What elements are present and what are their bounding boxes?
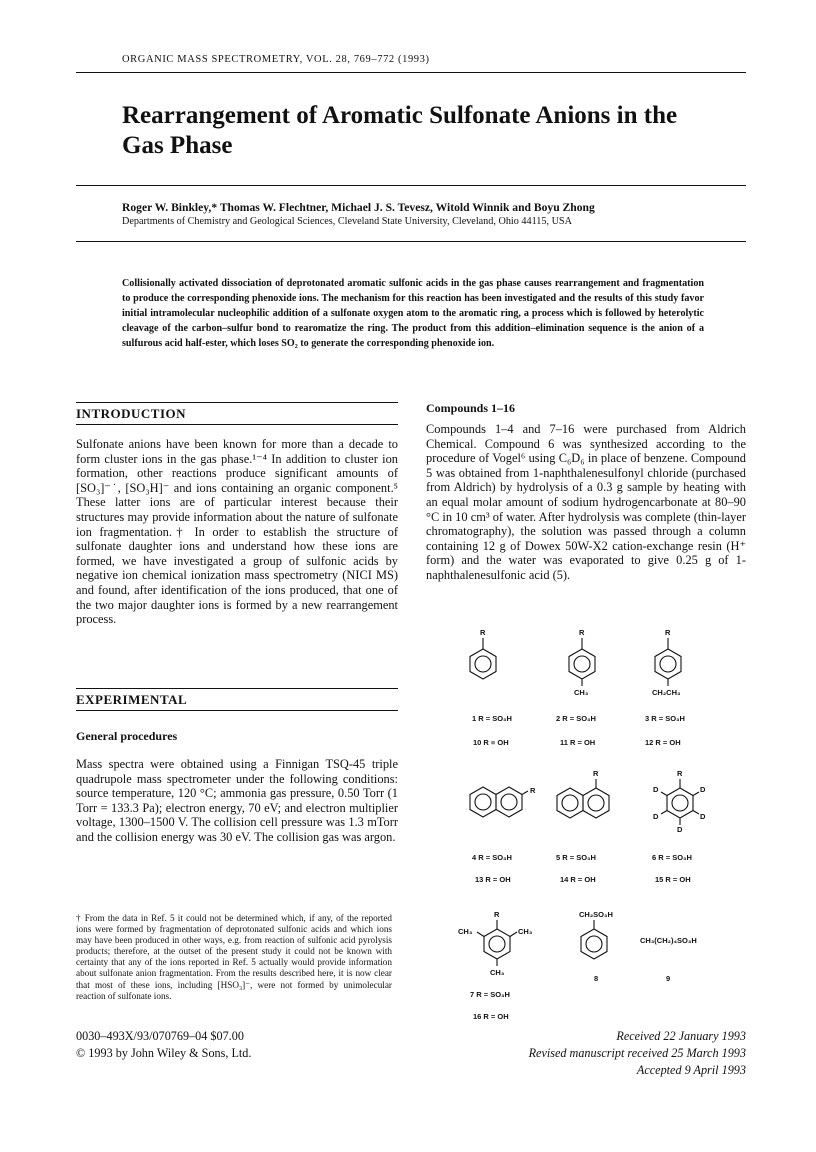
intro-bottom-rule (76, 424, 398, 425)
chemical-structures (426, 622, 746, 1012)
s7-left-methyl: CH₃ (458, 927, 473, 936)
footnote: † From the data in Ref. 5 it could not be determined which, if any, of the reported ions were formed by fragmentation of deprotonated sulfonic acids and which ions may have been produced in other ways, e.g. from reaction of sulfonic acid pyrolysis products; therefore, at the outset of the present study it could not be known with certainty that any of the ions reported in Ref. 5 actually would provide information about sulfonate anion fragmentation. From the results described here, it is now clear that most of these ions, including [HSO₃]⁻, were not formed by unimolecular reaction of sulfonate ions. (76, 913, 392, 1001)
compounds-text: Compounds 1–4 and 7–16 were purchased from Aldrich Chemical. Compound 6 was synthesized according to the procedure of Vogel⁶ using C₆D₆ in place of benzene. Compound 5 was obtained from 1-naphthalenesulfonyl chloride (purchased from Aldrich) by hydrolysis of a 0.3 g sample by heating with an equal molar amount of sodium hydrogencarbonate at 80–90 °C in 10 cm³ of water. After hydrolysis was complete (thin-layer chromatography), the solution was passed through a column containing 12 g of Dowex 50W-X2 cation-exchange resin (H⁺ form) and the water was evaporated to give 0.25 g of 1-naphthalenesulfonic acid (5). (426, 422, 746, 582)
s9-formula: CH₃(CH₂)₄SO₃H (640, 936, 697, 945)
s7-right-methyl: CH₃ (518, 927, 533, 936)
s1-substituent: R (480, 628, 486, 637)
s2-bottom-group: CH₃ (574, 688, 589, 697)
copyright: © 1993 by John Wiley & Sons, Ltd. (76, 1046, 252, 1060)
s7-label-b: 16 R = OH (473, 1012, 509, 1021)
s6-deuterium-5: D (677, 825, 683, 834)
s5-substituent: R (593, 769, 599, 778)
title-rule (76, 185, 746, 186)
revised-date: Revised manuscript received 25 March 1993 (528, 1046, 746, 1060)
structure-ethylbenzene-3 (655, 638, 681, 686)
s6-substituent: R (677, 769, 683, 778)
article-code: 0030–493X/93/070769–04 $07.00 (76, 1029, 244, 1043)
s2-substituent: R (579, 628, 585, 637)
experimental-top-rule (76, 688, 398, 689)
s4-substituent: R (530, 786, 536, 795)
s3-label-b: 12 R = OH (645, 738, 681, 747)
introduction-heading: INTRODUCTION (76, 406, 187, 421)
structure-naphthalene-4 (470, 787, 528, 817)
structure-toluene-2 (569, 638, 595, 686)
experimental-bottom-rule (76, 710, 398, 711)
s1-label-b: 10 R ≡ OH (473, 738, 509, 747)
s3-label-a: 3 R = SO₃H (645, 714, 685, 723)
header-rule (76, 72, 746, 73)
s2-label-a: 2 R = SO₃H (556, 714, 596, 723)
structure-mesityl-7 (477, 920, 517, 966)
s6-deuterium-2: D (700, 785, 706, 794)
introduction-text: Sulfonate anions have been known for more than a decade to form cluster ions in the gas phase.¹⁻⁴ In addition to cluster ion formation, other reactions produce significant amounts of [SO₃]⁻˙, [SO₃H]⁻ and ions containing an organic component.⁵ These latter ions are of particular interest because their structures may provide information about the nature of sulfonate ion fragmentation.† In order to establish the structure of sulfonate daughter ions and understand how these ions are formed, we have investigated a group of sulfonic acids by negative ion chemical ionization mass spectrometry (NICI MS) and found, after identification of the ions produced, that one of the two major daughter ions is formed by a new rearrangement process. (76, 437, 398, 627)
general-procedures-heading: General procedures (76, 729, 178, 743)
s3-substituent: R (665, 628, 671, 637)
structure-benzene-1 (470, 638, 496, 679)
received-date: Received 22 January 1993 (616, 1029, 746, 1043)
affiliation: Departments of Chemistry and Geological Sciences, Cleveland State University, Cleveland, Ohio 44115, USA (122, 216, 572, 227)
accepted-date: Accepted 9 April 1993 (636, 1063, 746, 1077)
structure-benzyl-8 (581, 920, 607, 959)
s6-deuterium-3: D (653, 812, 659, 821)
experimental-heading: EXPERIMENTAL (76, 692, 188, 707)
s7-label-a: 7 R = SO₃H (470, 990, 510, 999)
compounds-heading: Compounds 1–16 (426, 401, 516, 415)
paper-title: Rearrangement of Aromatic Sulfonate Anions in the Gas Phase (122, 102, 678, 159)
s7-substituent: R (494, 910, 500, 919)
structure-naphthalene-5 (557, 779, 609, 818)
s6-label-b: 15 R = OH (655, 875, 691, 884)
s4-label-b: 13 R = OH (475, 875, 511, 884)
journal-header: ORGANIC MASS SPECTROMETRY, VOL. 28, 769–772 (1993) (122, 54, 430, 65)
authors: Roger W. Binkley,* Thomas W. Flechtner, Michael J. S. Tevesz, Witold Winnik and Boyu Zhong (122, 201, 595, 214)
s4-label-a: 4 R = SO₃H (472, 853, 512, 862)
s8-number: 8 (594, 974, 599, 983)
s9-number: 9 (666, 974, 671, 983)
s6-deuterium-4: D (700, 812, 706, 821)
s6-deuterium-1: D (653, 785, 659, 794)
s6-label-a: 6 R = SO₃H (652, 853, 692, 862)
s3-bottom-group: CH₂CH₃ (652, 688, 681, 697)
abstract: Collisionally activated dissociation of deprotonated aromatic sulfonic acids in the gas phase causes rearrangement and fragmentation to produce the corresponding phenoxide ions. The mechanism for this reaction has been investigated and the results of this study favor initial intramolecular nucleophilic addition of a sulfonate oxygen atom to the aromatic ring, a process which is followed by heterolytic cleavage of the carbon–sulfur bond to rearomatize the ring. The product from this addition–elimination sequence is the anion of a sulfurous acid half-ester, which loses SO₂ to generate the corresponding phenoxide ion. (122, 278, 704, 349)
experimental-text: Mass spectra were obtained using a Finnigan TSQ-45 triple quadrupole mass spectrometer under the following conditions: source temperature, 120 °C; ammonia gas pressure, 0.50 Torr (1 Torr = 133.3 Pa); electron energy, 70 eV; and electron multiplier voltage, 1300–1500 V. The collision cell pressure was 1.3 mTorr and the collision energy was 30 eV. The collision gas was argon. (76, 757, 398, 844)
intro-top-rule (76, 402, 398, 403)
affiliation-rule (76, 241, 746, 242)
s2-label-b: 11 R = OH (560, 738, 596, 747)
s7-bottom-methyl: CH₃ (490, 968, 505, 977)
s5-label-b: 14 R = OH (560, 875, 596, 884)
s1-label-a: 1 R = SO₃H (472, 714, 512, 723)
s5-label-a: 5 R = SO₃H (556, 853, 596, 862)
s8-substituent: CH₂SO₃H (579, 910, 613, 919)
structure-deuterobenzene-6 (661, 779, 699, 825)
